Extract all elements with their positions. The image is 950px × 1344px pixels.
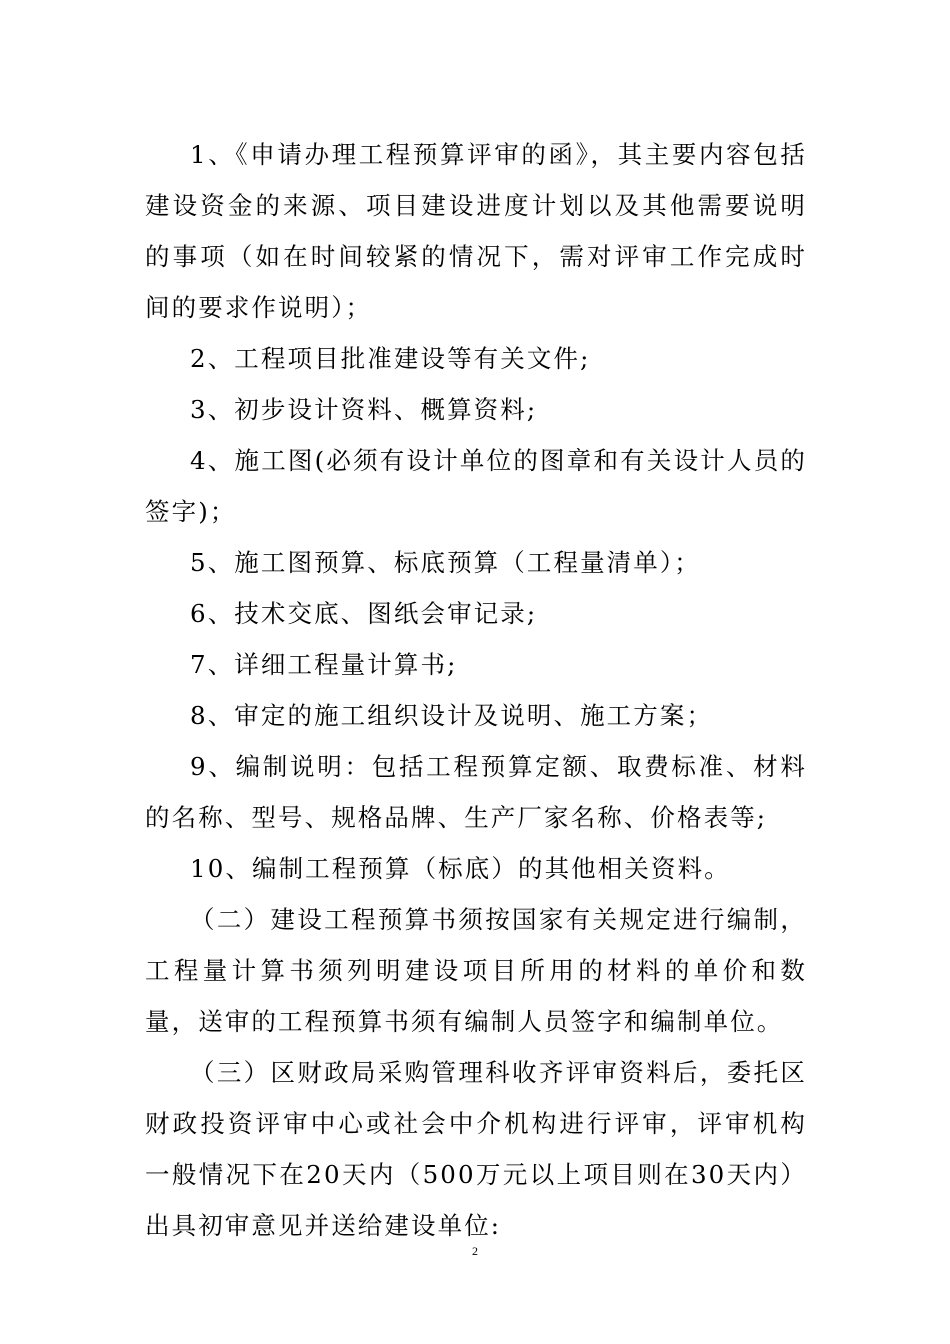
paragraph-section-3: （三）区财政局采购管理科收齐评审资料后，委托区财政投资评审中心或社会中介机构进行评审，评审机构一般情况下在20天内（500万元以上项目则在30天内）出具初审意见并送给建设单位: — [145, 1058, 807, 1240]
document-body — [145, 129, 807, 1251]
paragraph-section-2: （二）建设工程预算书须按国家有关规定进行编制，工程量计算书须列明建设项目所用的材料的单价和数量，送审的工程预算书须有编制人员签字和编制单位。 — [145, 905, 807, 1036]
paragraph-item-5: 5、施工图预算、标底预算（工程量清单）； — [190, 548, 701, 577]
paragraph-item-8: 8、审定的施工组织设计及说明、施工方案； — [190, 701, 714, 730]
paragraph-item-6: 6、技术交底、图纸会审记录; — [190, 599, 538, 628]
paragraph-item-2: 2、工程项目批准建设等有关文件; — [190, 344, 591, 373]
paragraph-item-3: 3、初步设计资料、概算资料; — [190, 395, 538, 424]
paragraph-item-7: 7、详细工程量计算书; — [190, 650, 458, 679]
paragraph-item-9: 9、编制说明：包括工程预算定额、取费标准、材料的名称、型号、规格品牌、生产厂家名称、价格表等; — [145, 752, 807, 832]
paragraph-item-1: 1、《申请办理工程预算评审的函》，其主要内容包括建设资金的来源、项目建设进度计划以及其他需要说明的事项（如在时间较紧的情况下，需对评审工作完成时间的要求作说明）； — [145, 140, 807, 322]
paragraph-item-4: 4、施工图(必须有设计单位的图章和有关设计人员的签字)； — [145, 446, 807, 526]
paragraph-item-10: 10、编制工程预算（标底）的其他相关资料。 — [190, 854, 731, 883]
page-number: 2 — [472, 1244, 478, 1258]
